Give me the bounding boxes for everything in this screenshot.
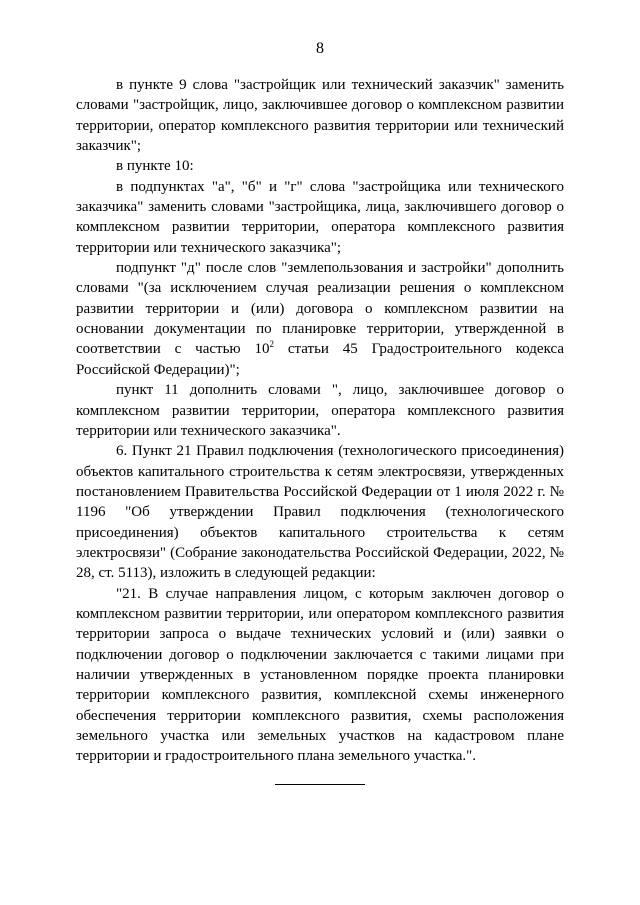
superscript-2: 2 [269, 339, 274, 350]
paragraph-6: 6. Пункт 21 Правил подключения (технологического присоединения) объектов капитального строительства к сетям электросвязи, утвержденных постановлением Правительства Российской Федерации от 1 июля 2022 г. № 1196 "Об утверждении Правил подключения (технологического присоединения) объектов капитального строительства к сетям электросвязи" (Собрание законодательства Российской Федерации, 2022, № 28, ст. 5113), изложить в следующей редакции: [76, 443, 564, 582]
end-divider [275, 784, 365, 785]
paragraph-4 [76, 258, 564, 380]
paragraph-7: "21. В случае направления лицом, с которым заключен договор о комплексном развитии территории, или оператором комплексного развития территории запроса о выдаче технических условий и (или) заявки о подключении договор о подключении заключается с такими лицами при наличии утвержденных в установленном порядке проекта планировки территории комплексного развития, комплексной схемы инженерного обеспечения территории комплексного развития, схемы расположения земельного участка или земельных участков на кадастровом плане территории и градостроительного плана земельного участка.". [76, 585, 564, 765]
paragraph-1: в пункте 9 слова "застройщик или технический заказчик" заменить словами "застройщик, лицо, заключившее договор о комплексном развитии территории, оператор комплексного развития территории или технический заказчик"; [76, 77, 564, 155]
document-body [76, 75, 564, 767]
paragraph-3: в подпунктах "а", "б" и "г" слова "застройщика или технического заказчика" заменить словами "застройщика, лица, заключившего договор о комплексном развитии территории, оператора комплексного развития территории или технического заказчика"; [76, 178, 564, 256]
paragraph-5: пункт 11 дополнить словами ", лицо, заключившее договор о комплексном развитии территории, оператора комплексного развития территории или технического заказчика". [76, 382, 564, 439]
paragraph-2: в пункте 10: [116, 158, 194, 175]
paragraph-4-text: подпункт "д" после слов "землепользования и застройки" дополнить словами "(за исключением случая реализации решения о комплексном развитии территории и (или) договора о комплексном развитии на основании документации по планировке территории, утвержденной в соответствии с частью 10 [76, 260, 564, 358]
page-number: 8 [316, 40, 324, 57]
paragraph-4-tail: статьи 45 Градостроительного кодекса Российской Федерации)"; [76, 341, 565, 378]
